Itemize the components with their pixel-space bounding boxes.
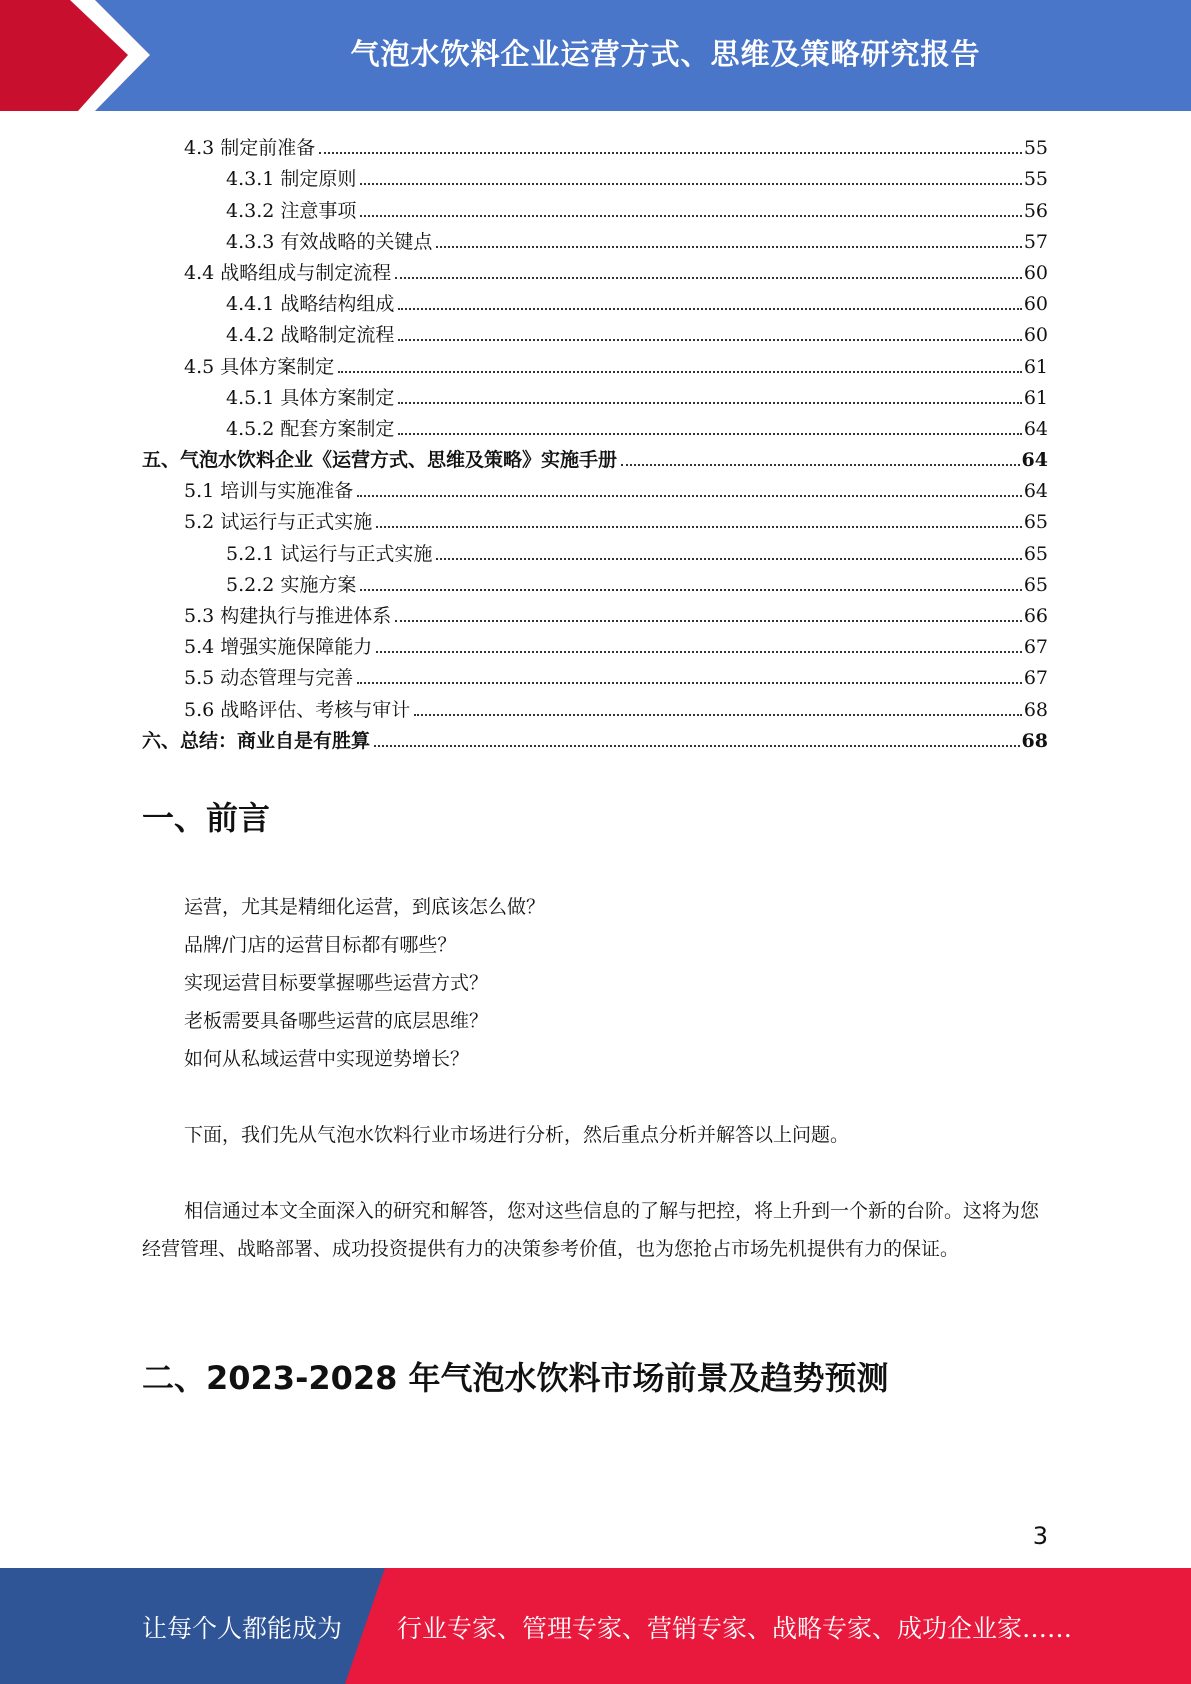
toc-entry[interactable] (142, 190, 1048, 221)
toc-leader-dots (376, 526, 1022, 528)
toc-entry-page: 67 (1023, 636, 1048, 659)
toc-entry-title: 4.4 战略组成与制定流程 (184, 261, 392, 284)
toc-entry-title: 5.4 增强实施保障能力 (184, 636, 373, 659)
toc-entry[interactable] (142, 565, 1048, 596)
toc-leader-dots (398, 339, 1021, 341)
preface-paragraph: 相信通过本文全面深入的研究和解答，您对这些信息的了解与把控，将上升到一个新的台阶。这将为您经营管理、战略部署、成功投资提供有力的决策参考价值，也为您抢占市场先机提供有力的保证。 (142, 1200, 1040, 1260)
toc-entry-title: 5.6 战略评估、考核与审计 (184, 698, 411, 721)
toc-entry-title: 4.5.2 配套方案制定 (226, 417, 395, 440)
toc-entry[interactable] (142, 502, 1048, 533)
toc-leader-dots (357, 495, 1022, 497)
toc-entry-page: 55 (1023, 168, 1048, 191)
toc-entry[interactable] (142, 222, 1048, 253)
section-heading-preface: 一、前言 (142, 799, 271, 837)
toc-leader-dots (398, 402, 1021, 404)
toc-leader-dots (360, 183, 1021, 185)
toc-entry-page: 61 (1023, 355, 1048, 378)
page-number: 3 (1032, 1522, 1048, 1550)
toc-leader-dots (398, 433, 1021, 435)
toc-leader-dots (621, 464, 1020, 466)
page-header (0, 0, 1191, 111)
toc-entry-title: 5.3 构建执行与推进体系 (184, 605, 392, 627)
toc-entry-page: 65 (1023, 573, 1048, 596)
toc-entry[interactable] (142, 159, 1048, 190)
toc-entry-title: 4.3.2 注意事项 (226, 199, 357, 222)
toc-entry-title: 5.2.2 实施方案 (226, 573, 357, 596)
toc-leader-dots (398, 308, 1021, 310)
toc-entry-title: 4.3.1 制定原则 (226, 168, 357, 191)
toc-entry[interactable] (142, 721, 1048, 752)
toc-entry-page: 68 (1023, 698, 1048, 721)
table-of-contents (142, 128, 1048, 752)
toc-entry-page: 67 (1023, 667, 1048, 690)
toc-entry-page: 65 (1023, 511, 1048, 534)
toc-entry[interactable] (142, 253, 1048, 284)
toc-leader-dots (357, 682, 1022, 684)
header-title: 气泡水饮料企业运营方式、思维及策略研究报告 (350, 36, 981, 71)
toc-entry-title: 五、气泡水饮料企业《运营方式、思维及策略》实施手册 (142, 449, 618, 472)
toc-entry-title: 4.4.1 战略结构组成 (226, 293, 395, 316)
toc-entry[interactable] (142, 409, 1048, 440)
toc-entry[interactable] (142, 471, 1048, 502)
section-heading-forecast: 二、2023-2028 年气泡水饮料市场前景及趋势预测 (142, 1359, 889, 1397)
toc-entry-title: 5.5 动态管理与完善 (184, 667, 354, 690)
toc-leader-dots (360, 589, 1021, 591)
toc-entry-title: 4.5 具体方案制定 (184, 355, 335, 378)
toc-leader-dots (436, 246, 1021, 248)
preface-question: 品牌/门店的运营目标都有哪些？ (184, 934, 457, 956)
toc-entry[interactable] (142, 128, 1048, 159)
toc-entry-page: 60 (1023, 324, 1048, 347)
preface-paragraph: 下面，我们先从气泡水饮料行业市场进行分析，然后重点分析并解答以上问题。 (184, 1124, 850, 1146)
toc-entry[interactable] (142, 315, 1048, 346)
toc-entry[interactable] (142, 284, 1048, 315)
toc-entry[interactable] (142, 596, 1048, 627)
toc-entry-page: 61 (1023, 386, 1048, 409)
toc-entry-page: 68 (1021, 729, 1048, 752)
toc-entry-page: 64 (1023, 480, 1048, 503)
toc-leader-dots (374, 745, 1020, 747)
toc-entry-title: 六、总结：商业自是有胜算 (142, 729, 371, 752)
toc-entry[interactable] (142, 533, 1048, 564)
preface-question: 实现运营目标要掌握哪些运营方式？ (184, 972, 489, 994)
toc-leader-dots (338, 371, 1022, 373)
toc-entry-title: 4.5.1 具体方案制定 (226, 386, 395, 409)
toc-entry-page: 56 (1023, 199, 1048, 222)
toc-entry-title: 5.1 培训与实施准备 (184, 480, 354, 503)
toc-leader-dots (395, 277, 1022, 279)
toc-entry-page: 60 (1023, 261, 1048, 284)
toc-entry-page: 66 (1023, 605, 1048, 627)
toc-entry-page: 64 (1023, 417, 1048, 440)
toc-entry[interactable] (142, 346, 1048, 377)
footer-slogan-right: 行业专家、管理专家、营销专家、战略专家、成功企业家…… (397, 1614, 1073, 1643)
toc-entry[interactable] (142, 689, 1048, 720)
toc-leader-dots (376, 651, 1022, 653)
header-arrow-decoration (0, 0, 160, 111)
toc-entry[interactable] (142, 378, 1048, 409)
preface-question: 如何从私域运营中实现逆势增长？ (184, 1048, 470, 1070)
toc-leader-dots (436, 558, 1021, 560)
toc-leader-dots (360, 215, 1021, 217)
toc-entry-page: 65 (1023, 542, 1048, 565)
toc-entry-page: 57 (1023, 230, 1048, 253)
toc-entry[interactable] (142, 627, 1048, 658)
toc-entry[interactable] (142, 440, 1048, 471)
toc-entry-page: 60 (1023, 293, 1048, 316)
toc-entry-page: 64 (1021, 449, 1048, 472)
toc-entry-page: 55 (1023, 137, 1048, 160)
toc-leader-dots (395, 620, 1022, 622)
toc-entry[interactable] (142, 658, 1048, 689)
preface-question: 运营，尤其是精细化运营，到底该怎么做？ (184, 896, 546, 918)
toc-entry-title: 4.4.2 战略制定流程 (226, 324, 395, 347)
toc-leader-dots (414, 714, 1022, 716)
toc-leader-dots (319, 152, 1022, 154)
toc-entry-title: 4.3.3 有效战略的关键点 (226, 230, 433, 253)
toc-entry-title: 5.2 试运行与正式实施 (184, 511, 373, 534)
toc-entry-title: 4.3 制定前准备 (184, 137, 316, 160)
toc-entry-title: 5.2.1 试运行与正式实施 (226, 542, 433, 565)
footer-slogan-left: 让每个人都能成为 (142, 1614, 343, 1643)
preface-question: 老板需要具备哪些运营的底层思维？ (184, 1010, 489, 1032)
